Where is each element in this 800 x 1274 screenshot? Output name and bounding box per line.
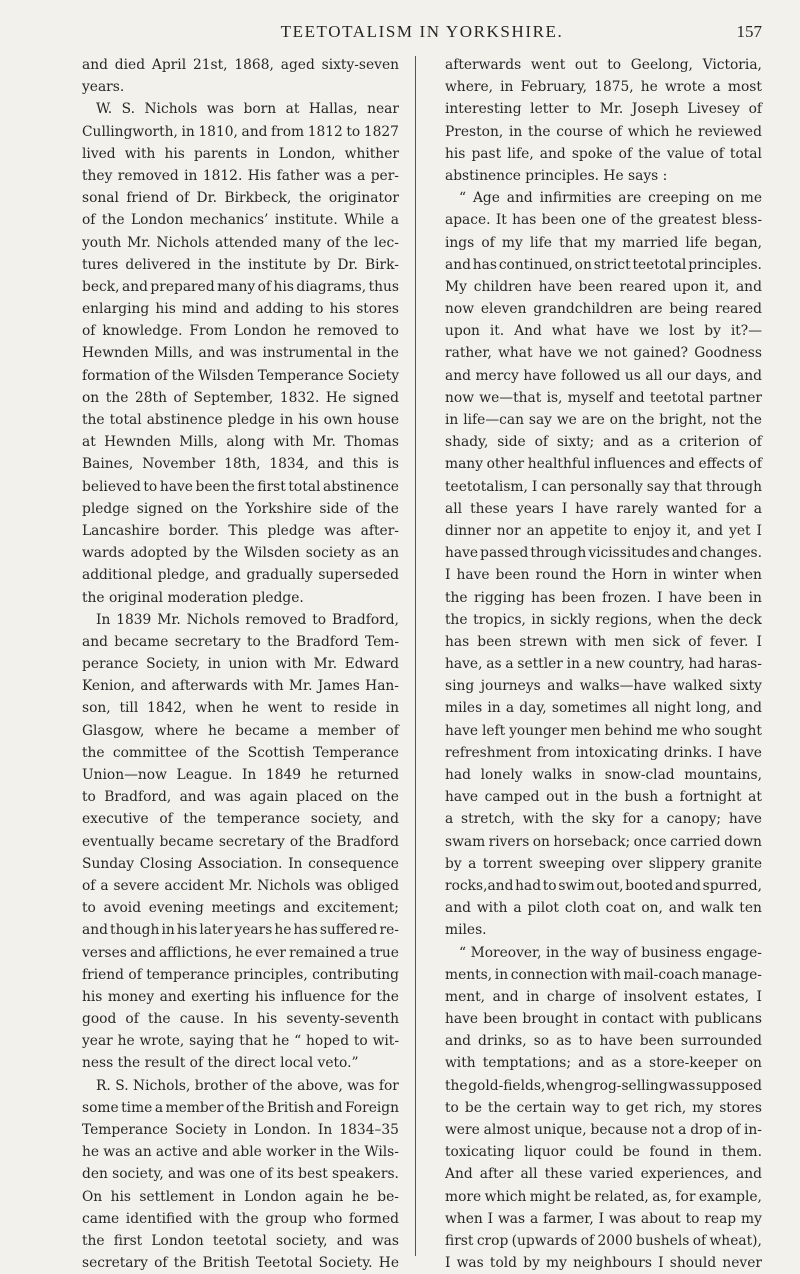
text-line: wards adopted by the Wilsden society as an: [82, 545, 399, 562]
text-line: to be the certain way to get rich, my stores: [445, 1099, 762, 1116]
text-line: teetotalism, I can personally say that through: [445, 478, 762, 495]
text-line: more which might be related, as, for example,: [445, 1188, 762, 1205]
text-line: to Bradford, and was again placed on the: [82, 789, 399, 806]
text-line: toxicating liquor could be found in them.: [445, 1144, 762, 1161]
text-line: verses and afflictions, he ever remained a true: [82, 944, 399, 961]
text-line: at Hewnden Mills, along with Mr. Thomas: [82, 434, 399, 451]
text-line: the first London teetotal society, and was: [82, 1232, 399, 1249]
text-line: with temptations; and as a store-keeper on: [445, 1055, 762, 1072]
text-line: additional pledge, and gradually superseded: [82, 567, 399, 584]
text-line: they removed in 1812. His father was a per-: [82, 167, 399, 184]
running-title: TEETOTALISM IN YORKSHIRE.: [280, 22, 564, 41]
text-line: secretary of the British Teetotal Society. He: [82, 1255, 399, 1272]
text-line: his past life, and spoke of the value of total: [445, 145, 762, 162]
text-line: he was an active and able worker in the Wils-: [82, 1144, 399, 1161]
column-divider: [415, 56, 416, 1256]
text-line: a stretch, with the sky for a canopy; have: [445, 811, 762, 828]
text-line: Hewnden Mills, and was instrumental in the: [82, 345, 399, 362]
text-line: I have been round the Horn in winter when: [445, 567, 762, 584]
text-line: miles in a day, sometimes all night long, and: [445, 700, 762, 717]
text-line: Union—now League. In 1849 he returned: [82, 767, 399, 783]
text-line: where, in February, 1875, he wrote a most: [445, 79, 762, 96]
text-line: R. S. Nichols, brother of the above, was for: [96, 1077, 399, 1094]
text-line: of knowledge. From London he removed to: [82, 323, 399, 340]
text-line: formation of the Wilsden Temperance Society: [82, 367, 399, 384]
text-line: I was told by my neighbours I should never: [445, 1255, 762, 1272]
right-column: [445, 54, 762, 1274]
text-line: refreshment from intoxicating drinks. I have: [445, 744, 762, 761]
text-line: miles.: [445, 922, 487, 939]
text-line: My children have been reared upon it, and: [445, 278, 762, 295]
text-line: friend of temperance principles, contributing: [82, 966, 399, 983]
text-line: and though in his later years he has suffered re-: [82, 922, 399, 939]
text-line: pledge signed on the Yorkshire side of the: [82, 500, 399, 517]
text-line: Lancashire border. This pledge was after-: [82, 522, 399, 539]
text-line: apace. It has been one of the greatest bless-: [445, 212, 762, 229]
text-line: have passed through vicissitudes and changes.: [445, 545, 762, 562]
text-line: have left younger men behind me who sought: [445, 722, 762, 739]
text-line: on the 28th of September, 1832. He signed: [82, 389, 399, 406]
text-line: the gold-fields, when grog-selling was supposed: [445, 1077, 762, 1094]
text-line: ment, and in charge of insolvent estates, I: [445, 988, 762, 1005]
text-line: and drinks, so as to have been surrounded: [445, 1033, 762, 1050]
text-line: year he wrote, saying that he “ hoped to wit-: [82, 1033, 399, 1050]
text-line: of a severe accident Mr. Nichols was obliged: [82, 877, 399, 894]
text-line: and died April 21st, 1868, aged sixty-seven: [82, 57, 399, 73]
text-line: came identified with the group who formed: [82, 1210, 399, 1227]
text-line: And after all these varied experiences, and: [445, 1166, 762, 1183]
text-line: have been brought in contact with publicans: [445, 1011, 762, 1028]
text-line: have camped out in the bush a fortnight at: [445, 789, 762, 806]
left-column: [82, 54, 399, 1274]
text-line: On his settlement in London again he be-: [82, 1188, 399, 1205]
text-line: swam rivers on horseback; once carried down: [445, 833, 762, 850]
text-line: lived with his parents in London, whither: [82, 145, 399, 162]
text-line: Temperance Society in London. In 1834–35: [82, 1122, 399, 1138]
text-line: the total abstinence pledge in his own house: [82, 412, 399, 428]
text-line: and has continued, on strict teetotal principles.: [445, 256, 762, 273]
text-line: shady, side of sixty; and as a criterion of: [445, 434, 762, 451]
text-line: has been strewn with men sick of fever. I: [445, 633, 762, 650]
text-line: in life—can say we are on the bright, not the: [445, 412, 762, 428]
text-line: Glasgow, where he became a member of: [82, 722, 399, 739]
text-line: his money and exerting his influence for the: [82, 988, 399, 1005]
text-line: sonal friend of Dr. Birkbeck, the originator: [82, 190, 399, 207]
text-line: of the London mechanics’ institute. While a: [82, 212, 399, 229]
text-line: were almost unique, because not a drop of in-: [445, 1122, 762, 1138]
running-head: [82, 22, 762, 46]
text-line: dinner nor an appetite to enjoy it, and yet I: [445, 522, 762, 539]
text-line: when I was a farmer, I was about to reap my: [445, 1210, 762, 1227]
text-line: Cullingworth, in 1810, and from 1812 to 1827: [82, 123, 399, 140]
text-line: In 1839 Mr. Nichols removed to Bradford,: [96, 611, 399, 628]
text-line: enlarging his mind and adding to his stores: [82, 301, 399, 318]
text-line: some time a member of the British and Foreign: [82, 1099, 399, 1116]
text-line: many other healthful influences and effects of: [445, 456, 762, 473]
text-line: Baines, November 18th, 1834, and this is: [82, 456, 399, 473]
text-line: the committee of the Scottish Temperance: [82, 744, 399, 761]
text-line: now we—that is, myself and teetotal partner: [445, 389, 762, 406]
text-line: and with a pilot cloth coat on, and walk ten: [445, 900, 762, 917]
text-line: executive of the temperance society, and: [82, 811, 399, 828]
text-line: sing journeys and walks—have walked sixty: [445, 678, 762, 695]
text-line: Kenion, and afterwards with Mr. James Han-: [82, 678, 399, 695]
text-line: Sunday Closing Association. In consequence: [82, 855, 399, 872]
text-line: beck, and prepared many of his diagrams, thus: [82, 278, 399, 295]
text-line: and became secretary to the Bradford Tem-: [82, 633, 399, 650]
text-line: now eleven grandchildren are being reared: [445, 301, 762, 318]
text-line: youth Mr. Nichols attended many of the lec-: [82, 234, 399, 251]
text-line: tures delivered in the institute by Dr. Birk-: [82, 256, 399, 273]
text-line: upon it. And what have we lost by it?—: [445, 323, 762, 340]
text-line: afterwards went out to Geelong, Victoria,: [445, 57, 762, 73]
text-line: abstinence principles. He says :: [445, 167, 668, 184]
text-line: “ Age and infirmities are creeping on me: [459, 190, 762, 207]
text-line: the tropics, in sickly regions, when the deck: [445, 611, 762, 628]
text-line: first crop (upwards of 2000 bushels of wheat),: [445, 1232, 762, 1249]
text-line: by a torrent sweeping over slippery granite: [445, 855, 762, 872]
text-line: perance Society, in union with Mr. Edward: [82, 656, 399, 673]
text-line: and mercy have followed us all our days, and: [445, 367, 762, 384]
text-line: ings of my life that my married life began,: [445, 234, 762, 251]
text-line: all these years I have rarely wanted for a: [445, 500, 762, 517]
text-line: son, till 1842, when he went to reside in: [82, 700, 399, 717]
page-number: 157: [736, 22, 762, 41]
text-line: den society, and was one of its best speakers.: [82, 1166, 399, 1183]
text-line: believed to have been the first total abstinence: [82, 478, 399, 495]
text-line: ness the result of the direct local veto.”: [82, 1055, 359, 1072]
text-line: ments, in connection with mail-coach manage-: [445, 966, 762, 983]
text-line: rocks,and had to swim out, booted and spurred,: [445, 877, 762, 894]
text-line: “ Moreover, in the way of business engage-: [459, 944, 762, 961]
text-line: the original moderation pledge.: [82, 589, 304, 606]
text-line: W. S. Nichols was born at Hallas, near: [96, 101, 399, 118]
text-line: the rigging has been frozen. I have been in: [445, 589, 762, 606]
text-line: eventually became secretary of the Bradford: [82, 833, 399, 850]
text-line: years.: [82, 79, 125, 96]
text-line: have, as a settler in a new country, had haras-: [445, 656, 762, 673]
text-line: interesting letter to Mr. Joseph Livesey of: [445, 101, 762, 118]
text-line: good of the cause. In his seventy-seventh: [82, 1011, 399, 1028]
text-line: to avoid evening meetings and excitement;: [82, 900, 399, 917]
text-line: Preston, in the course of which he reviewed: [445, 123, 762, 140]
text-line: rather, what have we not gained? Goodness: [445, 345, 762, 362]
text-line: had lonely walks in snow-clad mountains,: [445, 767, 762, 783]
